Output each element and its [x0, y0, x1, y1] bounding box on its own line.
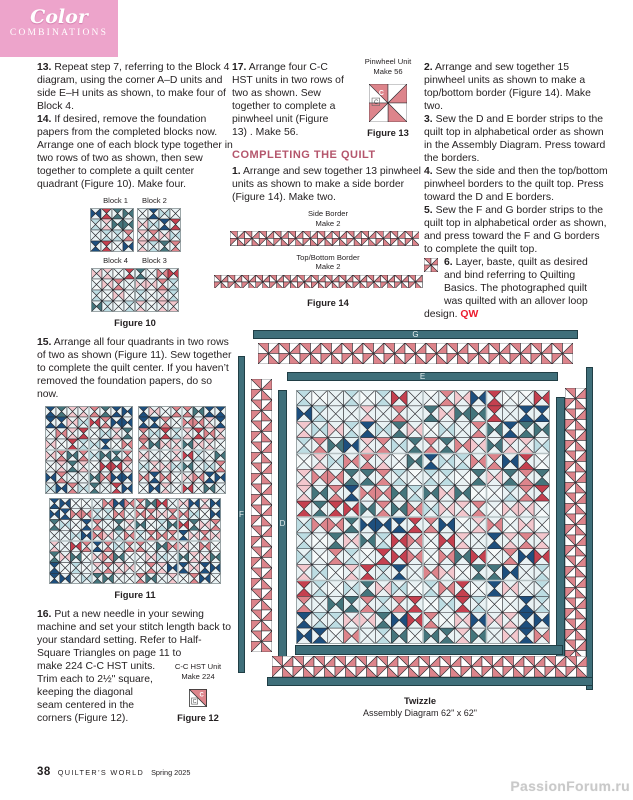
- step-6-number: 6.: [444, 257, 453, 268]
- step-16-text-a: Put a new needle in your sewing machine and set your stitch length back to your standard setting. Refer to Half-Square Triangles on page 11 to: [37, 609, 232, 659]
- figure-14-side-strip: [225, 231, 424, 246]
- badge-script-text: Color: [30, 6, 88, 28]
- figure-10-label-block1: Block 1: [103, 196, 128, 205]
- figure-11-bottom: [49, 498, 221, 584]
- figure-10: [37, 196, 233, 328]
- step-14-text: If desired, remove the foundation papers from the completed blocks now. Arrange one of each block type together in two rows of two as shown, then sew together to complete a quilt center quadrant (Figure 10). Make four.: [37, 114, 233, 190]
- step-15-text: Arrange all four quadrants in two rows of two as shown (Figure 11). Sew together to complete the quilt center. If you haven’t removed the foundation papers, do so now.: [37, 337, 232, 400]
- svg-text:C: C: [199, 692, 204, 699]
- magazine-name: QUILTER’S WORLD: [57, 768, 145, 777]
- step-3-number: 3.: [424, 114, 433, 125]
- column-2: [232, 57, 424, 316]
- svg-text:C: C: [373, 100, 379, 107]
- figure-10-caption: Figure 10: [114, 317, 156, 328]
- page-number: 38: [37, 766, 51, 778]
- figure-13-label-1: Pinwheel Unit: [364, 57, 412, 66]
- step-14: [37, 113, 233, 191]
- step-2-text: Arrange and sew together 15 pinwheel units as shown to make a top/bottom border (Figure 14). Make two.: [424, 62, 591, 112]
- step-2: [424, 61, 608, 113]
- step-16-number: 16.: [37, 609, 52, 620]
- figure-13-label-2: Make 56: [373, 66, 403, 76]
- pinwheel-border-right: [565, 388, 586, 661]
- assembly-title: Twizzle: [403, 695, 437, 706]
- page-footer: [37, 766, 190, 778]
- figure-14-side-label-1: Side Border: [307, 209, 349, 218]
- step-16-part-a: [37, 608, 233, 660]
- svg-text:C: C: [378, 90, 384, 98]
- step-1-text: Arrange and sew together 13 pinwheel units as shown to make a side border (Figure 14). Make two.: [232, 166, 421, 203]
- step-1-number: 1.: [232, 166, 241, 177]
- border-strip-f-left: [238, 356, 245, 673]
- magazine-issue: Spring 2025: [151, 768, 191, 777]
- border-label-e: E: [419, 371, 426, 381]
- badge-caps-text: COMBINATIONS: [9, 28, 109, 38]
- figure-14-tb-label-1: Top/Bottom Border: [296, 252, 360, 262]
- column-1: [37, 61, 233, 725]
- quilt-center: [296, 390, 550, 644]
- step-3-text: Sew the D and E border strips to the quilt top in alphabetical order as shown in the Assembly Diagram. Press toward the borders.: [424, 114, 606, 164]
- border-label-g: G: [412, 329, 419, 339]
- figure-12-hst: [163, 689, 233, 707]
- step-2-number: 2.: [424, 62, 433, 73]
- figure-12-caption: Figure 12: [177, 712, 219, 723]
- assembly-caption: [310, 695, 530, 719]
- color-combinations-badge: [0, 0, 118, 57]
- figure-13-caption: Figure 13: [367, 127, 409, 138]
- quilt-snippet-icon: [424, 258, 439, 298]
- figure-14-side-label-2: Make 2: [315, 218, 341, 228]
- figure-11: [37, 406, 233, 600]
- figure-10-block-2: [137, 208, 181, 252]
- completing-the-quilt-heading: COMPLETING THE QUILT: [232, 149, 376, 161]
- step-4-number: 4.: [424, 166, 433, 177]
- step-16-block: [37, 608, 233, 725]
- step-5-number: 5.: [424, 205, 433, 216]
- step-5: [424, 204, 608, 256]
- border-label-f: F: [239, 509, 244, 519]
- step-16-text-b: make 224 C-C HST units. Trim each to 2½" square, keeping the diagonal seam centered in the corners (Figure 12).: [37, 661, 156, 724]
- pinwheel-border-left: [251, 379, 272, 652]
- border-strip-e-bottom: [295, 645, 563, 655]
- step-4-text: Sew the side and then the top/bottom pinwheel borders to the quilt top. Press toward the D and E borders.: [424, 166, 608, 203]
- border-strip-d-left: [278, 390, 287, 658]
- figure-10-block-4: [91, 268, 135, 312]
- step-13: [37, 61, 233, 113]
- step-14-number: 14.: [37, 114, 52, 125]
- figure-13-pinwheel: [352, 84, 424, 122]
- figure-14: [232, 209, 424, 308]
- figure-10-block-1: [90, 208, 134, 252]
- step-5-text: Sew the F and G border strips to the quilt top in alphabetical order as shown, and press toward the F and G borders to complete the quilt top.: [424, 205, 607, 255]
- step-15-number: 15.: [37, 337, 52, 348]
- border-strip-d-right: [556, 397, 565, 658]
- step-6: [424, 256, 608, 321]
- step-17-text: Arrange four C-C HST units in two rows of two as shown. Sew together to complete a pinwheel unit (Figure 13) . Make 56.: [232, 62, 344, 138]
- border-strip-f-right: [586, 367, 593, 690]
- pinwheel-border-top: [258, 343, 573, 364]
- svg-text:C: C: [192, 699, 197, 706]
- assembly-subtitle: Assembly Diagram 62" x 62": [363, 708, 477, 718]
- figure-10-label-block3: Block 3: [142, 256, 167, 265]
- figure-12-label-2: Make 224: [181, 671, 215, 681]
- figure-10-label-block2: Block 2: [142, 196, 167, 205]
- watermark: PassionForum.ru: [510, 778, 630, 794]
- step-6-text: Layer, baste, quilt as desired and bind referring to Quilting Basics. The photographed quilt was quilted with an allover loop design.: [424, 257, 588, 320]
- figure-13: [352, 57, 424, 138]
- step-17-number: 17.: [232, 62, 247, 73]
- figure-10-label-block4: Block 4: [103, 256, 128, 265]
- step-3: [424, 113, 608, 165]
- border-strip-e-top: [287, 372, 558, 381]
- figure-14-caption: Figure 14: [307, 297, 349, 309]
- border-label-d: D: [279, 519, 286, 528]
- figure-11-quad-2: [138, 406, 226, 494]
- pinwheel-border-bottom: [272, 656, 587, 677]
- figure-11-quad-1: [45, 406, 133, 494]
- figure-14-tb-strip: [213, 275, 424, 289]
- step-13-text: Repeat step 7, referring to the Block 4 diagram, using the corner A–D units and side E–H units as shown, to make four of Block 4.: [37, 62, 230, 112]
- step-17-block: [232, 57, 424, 140]
- step-4: [424, 165, 608, 204]
- step-1: [232, 165, 424, 204]
- step-15: [37, 336, 233, 401]
- figure-12: [163, 662, 233, 723]
- step-6-block: [424, 256, 608, 321]
- column-3: [424, 61, 608, 321]
- step-13-number: 13.: [37, 62, 52, 73]
- figure-11-caption: Figure 11: [114, 589, 156, 600]
- figure-14-tb-label-2: Make 2: [315, 262, 341, 272]
- figure-12-label-1: C-C HST Unit: [174, 662, 222, 671]
- figure-10-block-3: [135, 268, 179, 312]
- qw-end-mark: QW: [460, 309, 479, 320]
- border-strip-g-top: [253, 330, 578, 339]
- border-strip-g-bottom: [267, 677, 593, 686]
